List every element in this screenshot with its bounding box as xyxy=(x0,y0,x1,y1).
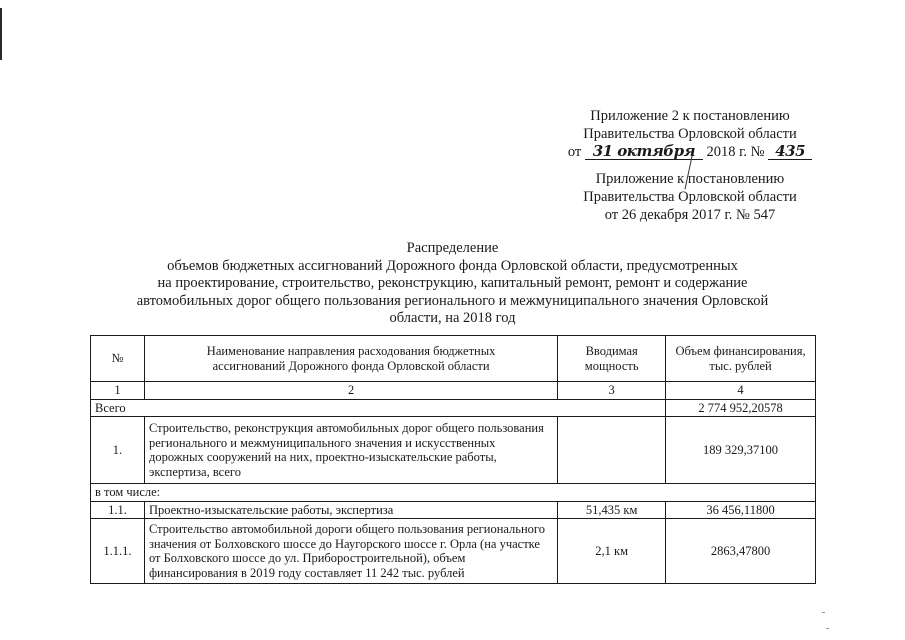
handwritten-date: 31 октября xyxy=(585,143,703,160)
appendix-original-header xyxy=(540,170,840,224)
col-number-2: 2 xyxy=(144,382,557,400)
title-line2: объемов бюджетных ассигнований Дорожного фонда Орловской области, предусмотренных xyxy=(167,257,738,274)
scan-speck xyxy=(822,612,825,613)
including-row xyxy=(91,484,816,502)
col-number-1: 1 xyxy=(91,382,145,400)
row1-capacity xyxy=(558,417,666,484)
row11-num: 1.1. xyxy=(91,501,145,519)
row111-name: Строительство автомобильной дороги общего пользования регионального значения от Болховского шоссе до Наугорского шоссе г. Орла (на участке от Болховского шоссе до ул. Приборостроительной), объем финансирования в 2019 году составляет 11 242 тыс. рублей xyxy=(144,519,557,584)
table-row xyxy=(91,501,816,519)
scan-edge-mark xyxy=(0,8,2,60)
row1-num: 1. xyxy=(91,417,145,484)
row11-capacity: 51,435 км xyxy=(558,501,666,519)
header-amount: Объем финансирования, тыс. рублей xyxy=(666,336,816,382)
date-suffix: 2018 г. № xyxy=(706,144,765,160)
appendix-1-line1: Приложение 2 к постановлению xyxy=(590,108,790,124)
total-amount: 2 774 952,20578 xyxy=(666,399,816,417)
row111-num: 1.1.1. xyxy=(91,519,145,584)
handwritten-number: 435 xyxy=(768,143,812,160)
header-capacity: Вводимая мощность xyxy=(558,336,666,382)
row1-amount: 189 329,37100 xyxy=(666,417,816,484)
row111-capacity: 2,1 км xyxy=(558,519,666,584)
appendix-2-line2: Правительства Орловской области xyxy=(583,189,797,205)
scan-speck xyxy=(826,628,829,629)
row1-name: Строительство, реконструкция автомобильных дорог общего пользования регионального и межмуниципального значения и искусственных дорожных сооружений на них, проектно-изыскательские работы, экспертиза, всего xyxy=(144,417,557,484)
table-header-row xyxy=(91,336,816,382)
date-prefix: от xyxy=(567,144,582,160)
including-label: в том числе: xyxy=(91,484,816,502)
appendix-1-line2: Правительства Орловской области xyxy=(583,126,797,142)
title-line5: области, на 2018 год xyxy=(389,310,516,326)
row111-amount: 2863,47800 xyxy=(666,519,816,584)
title-line4: автомобильных дорог общего пользования регионального и межмуниципального значения Орловской xyxy=(136,292,769,309)
header-name: Наименование направления расходования бюджетных ассигнований Дорожного фонда Орловской области xyxy=(144,336,557,382)
column-numbers-row xyxy=(91,382,816,400)
total-label: Всего xyxy=(91,399,666,417)
row11-name: Проектно-изыскательские работы, экспертиза xyxy=(144,501,557,519)
table-row xyxy=(91,519,816,584)
header-num: № xyxy=(91,336,145,382)
col-number-4: 4 xyxy=(666,382,816,400)
appendix-2-line1: Приложение к постановлению xyxy=(595,171,785,187)
title-line1: Распределение xyxy=(406,240,499,256)
col-number-3: 3 xyxy=(558,382,666,400)
table-row xyxy=(91,417,816,484)
total-row xyxy=(91,399,816,417)
appendix-2-header xyxy=(540,107,840,161)
document-title xyxy=(100,240,805,328)
row11-amount: 36 456,11800 xyxy=(666,501,816,519)
appendix-2-line3: от 26 декабря 2017 г. № 547 xyxy=(604,207,776,223)
budget-table xyxy=(90,335,816,584)
title-line3: на проектирование, строительство, реконструкцию, капитальный ремонт, ремонт и содержание xyxy=(157,275,748,291)
